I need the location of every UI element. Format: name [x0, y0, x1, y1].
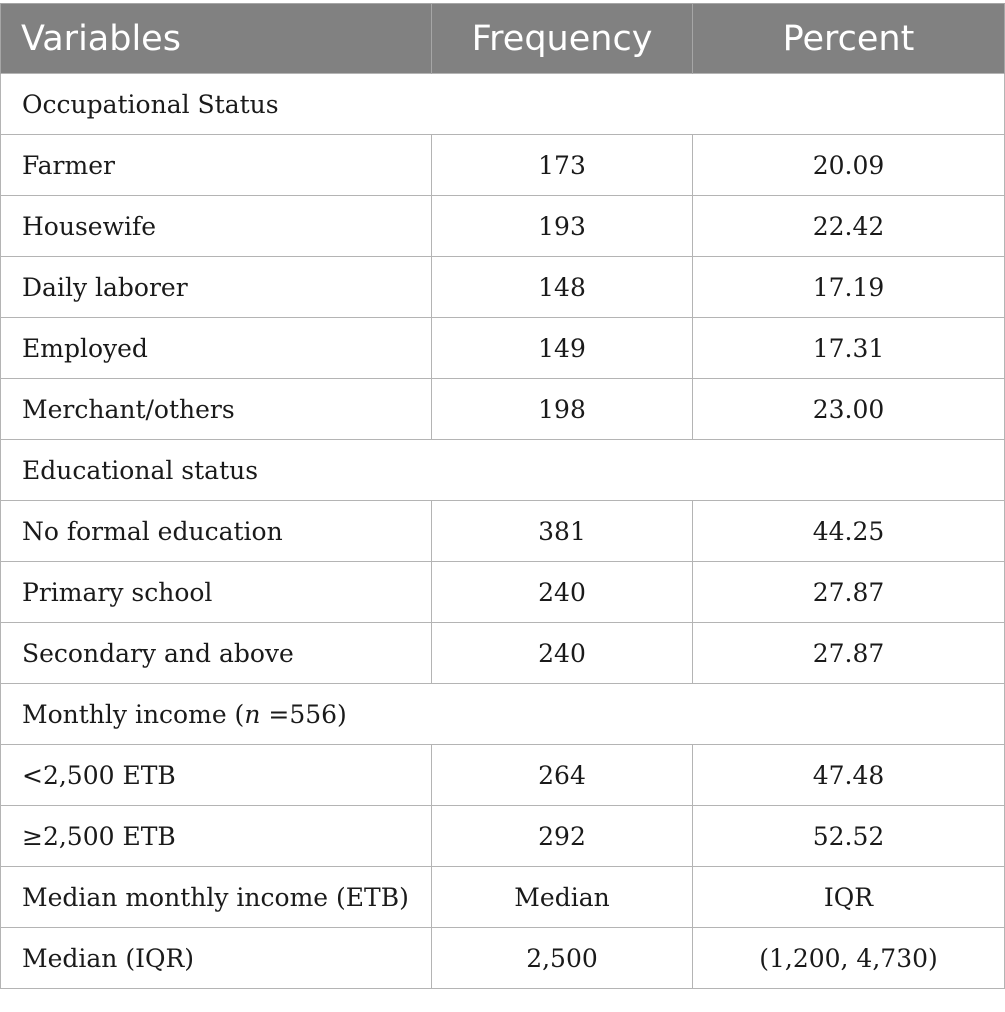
row-frequency: 240	[432, 562, 693, 623]
header-row	[1, 4, 1005, 74]
table-row	[1, 623, 1005, 684]
table-row	[1, 501, 1005, 562]
row-percent: IQR	[693, 867, 1005, 928]
table-row	[1, 562, 1005, 623]
row-frequency: 240	[432, 623, 693, 684]
row-label: ≥2,500 ETB	[1, 806, 432, 867]
table-row	[1, 379, 1005, 440]
row-label: Median monthly income (ETB)	[1, 867, 432, 928]
section-title	[1, 684, 1005, 745]
row-percent: 47.48	[693, 745, 1005, 806]
row-frequency: 173	[432, 135, 693, 196]
table-row	[1, 196, 1005, 257]
header-variables: Variables	[1, 4, 432, 74]
table-row	[1, 135, 1005, 196]
table-row	[1, 745, 1005, 806]
row-percent: 22.42	[693, 196, 1005, 257]
header-frequency: Frequency	[432, 4, 693, 74]
section-row-occupational-status	[1, 74, 1005, 135]
table-header	[1, 4, 1005, 74]
row-frequency: 292	[432, 806, 693, 867]
row-frequency: 193	[432, 196, 693, 257]
row-label: Merchant/others	[1, 379, 432, 440]
header-percent: Percent	[693, 4, 1005, 74]
row-label: No formal education	[1, 501, 432, 562]
row-percent: 44.25	[693, 501, 1005, 562]
row-percent: 17.19	[693, 257, 1005, 318]
row-frequency: 381	[432, 501, 693, 562]
row-frequency: 149	[432, 318, 693, 379]
row-percent: 23.00	[693, 379, 1005, 440]
row-frequency: 2,500	[432, 928, 693, 989]
row-percent: 20.09	[693, 135, 1005, 196]
row-label: Housewife	[1, 196, 432, 257]
section-title: Educational status	[1, 440, 1005, 501]
row-percent: (1,200, 4,730)	[693, 928, 1005, 989]
row-percent: 52.52	[693, 806, 1005, 867]
table-row	[1, 867, 1005, 928]
table-row	[1, 806, 1005, 867]
row-percent: 17.31	[693, 318, 1005, 379]
row-frequency: 148	[432, 257, 693, 318]
row-frequency: Median	[432, 867, 693, 928]
row-label: Farmer	[1, 135, 432, 196]
table-row	[1, 257, 1005, 318]
table-row	[1, 318, 1005, 379]
section-title: Occupational Status	[1, 74, 1005, 135]
row-label: Primary school	[1, 562, 432, 623]
section-title-variable: n	[244, 699, 261, 729]
section-title-text: Monthly income (	[22, 699, 245, 729]
row-percent: 27.87	[693, 623, 1005, 684]
row-label: <2,500 ETB	[1, 745, 432, 806]
section-title-suffix: =556)	[260, 699, 347, 729]
row-label: Employed	[1, 318, 432, 379]
row-percent: 27.87	[693, 562, 1005, 623]
row-label: Daily laborer	[1, 257, 432, 318]
table-row	[1, 928, 1005, 989]
section-row-educational-status	[1, 440, 1005, 501]
row-label: Secondary and above	[1, 623, 432, 684]
data-table	[0, 3, 1005, 989]
section-row-monthly-income	[1, 684, 1005, 745]
table-body	[1, 74, 1005, 989]
row-frequency: 198	[432, 379, 693, 440]
row-label: Median (IQR)	[1, 928, 432, 989]
row-frequency: 264	[432, 745, 693, 806]
